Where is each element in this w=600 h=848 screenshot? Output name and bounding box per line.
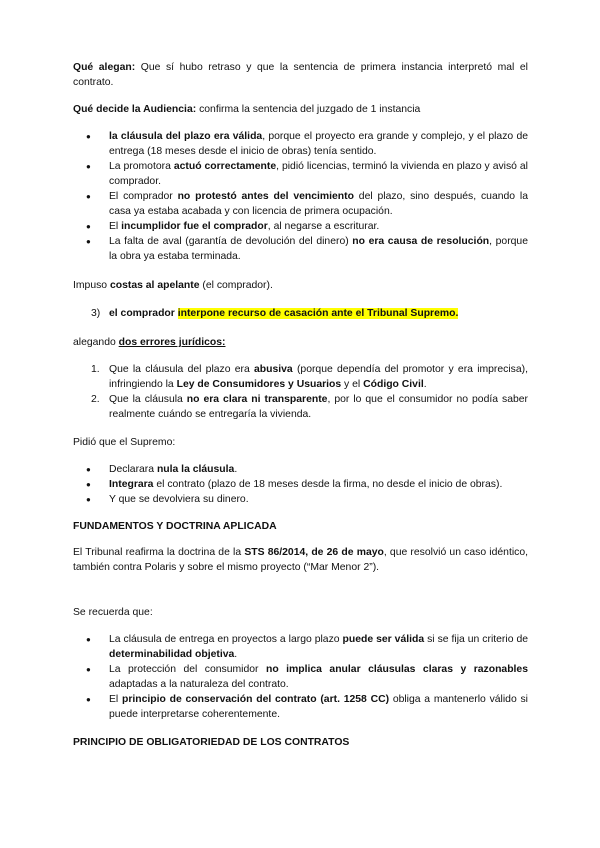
bold-text: Código Civil [363, 379, 424, 390]
alegan-paragraph [73, 60, 528, 90]
text: (el comprador). [199, 280, 273, 291]
bold-text: STS 86/2014, de 26 de mayo [244, 547, 384, 558]
bold-text: no implica anular cláusulas claras y razonables [265, 664, 528, 675]
pidio-bullets [73, 462, 528, 507]
document-page [73, 60, 528, 750]
list-item [73, 632, 528, 662]
heading-text: PRINCIPIO DE OBLIGATORIEDAD DE LOS CONTRATOS [73, 737, 350, 748]
recuerda-bullets [73, 632, 528, 722]
bold-text: puede ser válida [342, 634, 425, 645]
text: El [109, 221, 122, 232]
bold-text: nula la cláusula [156, 464, 235, 475]
text: Declarara [109, 464, 157, 475]
bold-text: principio de conservación del contrato (art. 1258 CC) [122, 694, 390, 705]
text: El comprador [109, 191, 178, 202]
list-item [73, 219, 528, 234]
text: Que la cláusula del plazo era [109, 364, 255, 375]
underlined-bold-text: dos errores jurídicos: [118, 337, 226, 348]
text: , que resolvió un caso idéntico, también contra Polaris y sobre el mismo proyecto (“Mar Menor 2”). [73, 547, 529, 573]
text: La falta de aval (garantía de devolución del dinero) [109, 236, 353, 247]
text: Que la cláusula [109, 394, 187, 405]
text: Impuso [73, 280, 110, 291]
text: La cláusula de entrega en proyectos a largo plazo [109, 634, 343, 645]
text: . [234, 464, 238, 475]
text: La promotora [109, 161, 174, 172]
audiencia-text: confirma la sentencia del juzgado de 1 instancia [196, 104, 421, 115]
text: y el [341, 379, 364, 390]
text: (porque dependía del promotor y era imprecisa), infringiendo la [109, 364, 528, 390]
text: alegando [73, 337, 119, 348]
list-item [73, 462, 528, 477]
text: , por lo que el consumidor no podía saber realmente cuándo se entregaría la vivienda. [109, 394, 528, 420]
alegan-label: Qué alegan: [73, 62, 136, 73]
text: . [423, 379, 427, 390]
text: Y que se devolviera su dinero. [109, 494, 249, 505]
step-3 [73, 306, 528, 321]
bold-text: incumplidor fue el comprador [121, 221, 268, 232]
alegan-text: Que sí hubo retraso y que la sentencia de primera instancia interpretó mal el contrato. [73, 62, 528, 88]
text: si se fija un criterio de [424, 634, 529, 645]
list-item [73, 189, 528, 219]
bold-text: la cláusula del plazo era válida [109, 131, 263, 142]
list-item [73, 159, 528, 189]
item-number: 1. [91, 364, 100, 375]
audiencia-paragraph [73, 102, 528, 117]
bold-text: determinabilidad objetiva [109, 649, 235, 660]
bold-text: actuó correctamente [173, 161, 277, 172]
list-item [73, 234, 528, 264]
bold-text: costas al apelante [109, 280, 200, 291]
highlighted-text: interpone recurso de casación ante el Tribunal Supremo. [177, 308, 459, 319]
bold-text: no era causa de resolución [352, 236, 490, 247]
list-item [73, 492, 528, 507]
bold-text: abusiva [254, 364, 293, 375]
step-number: 3) [91, 308, 101, 319]
text: El Tribunal reafirma la doctrina de la [73, 547, 245, 558]
bold-text: el comprador [109, 308, 178, 319]
bold-text: Integrara [109, 479, 154, 490]
text: obliga a mantenerlo válido si puede interpretarse coherentemente. [109, 694, 528, 720]
text: , porque la obra ya estaba terminada. [109, 236, 528, 262]
audiencia-label: Qué decide la Audiencia: [73, 104, 197, 115]
fundamentos-paragraph [73, 545, 528, 575]
list-item [73, 362, 528, 392]
alegando-paragraph [73, 335, 528, 350]
fundamentos-heading [73, 519, 528, 534]
text: del plazo, sino después, cuando la casa ya estaba acabada y con licencia de primera ocupación. [109, 191, 528, 217]
text: . [234, 649, 238, 660]
heading-text: FUNDAMENTOS Y DOCTRINA APLICADA [73, 521, 277, 532]
bold-text: no protestó antes del vencimiento [177, 191, 354, 202]
bold-text: Ley de Consumidores y Usuarios [176, 379, 342, 390]
pidio-paragraph: Pidió que el Supremo: [73, 437, 176, 448]
text: , porque el proyecto era grande y complejo, y el plazo de entrega (18 meses desde el inicio de obras) tenía sentido. [109, 131, 529, 157]
list-item [73, 662, 528, 692]
list-item [73, 129, 528, 159]
text: El [109, 694, 122, 705]
text: el contrato (plazo de 18 meses desde la firma, no desde el inicio de obras). [153, 479, 503, 490]
text: La protección del consumidor [109, 664, 266, 675]
audiencia-bullets [73, 129, 528, 264]
recuerda-paragraph: Se recuerda que: [73, 607, 153, 618]
errores-list [73, 362, 528, 422]
list-item [73, 692, 528, 722]
principio-heading [73, 735, 528, 750]
list-item [73, 392, 528, 422]
costas-paragraph [73, 278, 528, 293]
bold-text: no era clara ni transparente [186, 394, 328, 405]
text: , pidió licencias, terminó la vivienda en plazo y avisó al comprador. [109, 161, 528, 187]
text: , al negarse a escriturar. [267, 221, 380, 232]
list-item [73, 477, 528, 492]
item-number: 2. [91, 394, 100, 405]
text: adaptadas a la naturaleza del contrato. [109, 679, 289, 690]
